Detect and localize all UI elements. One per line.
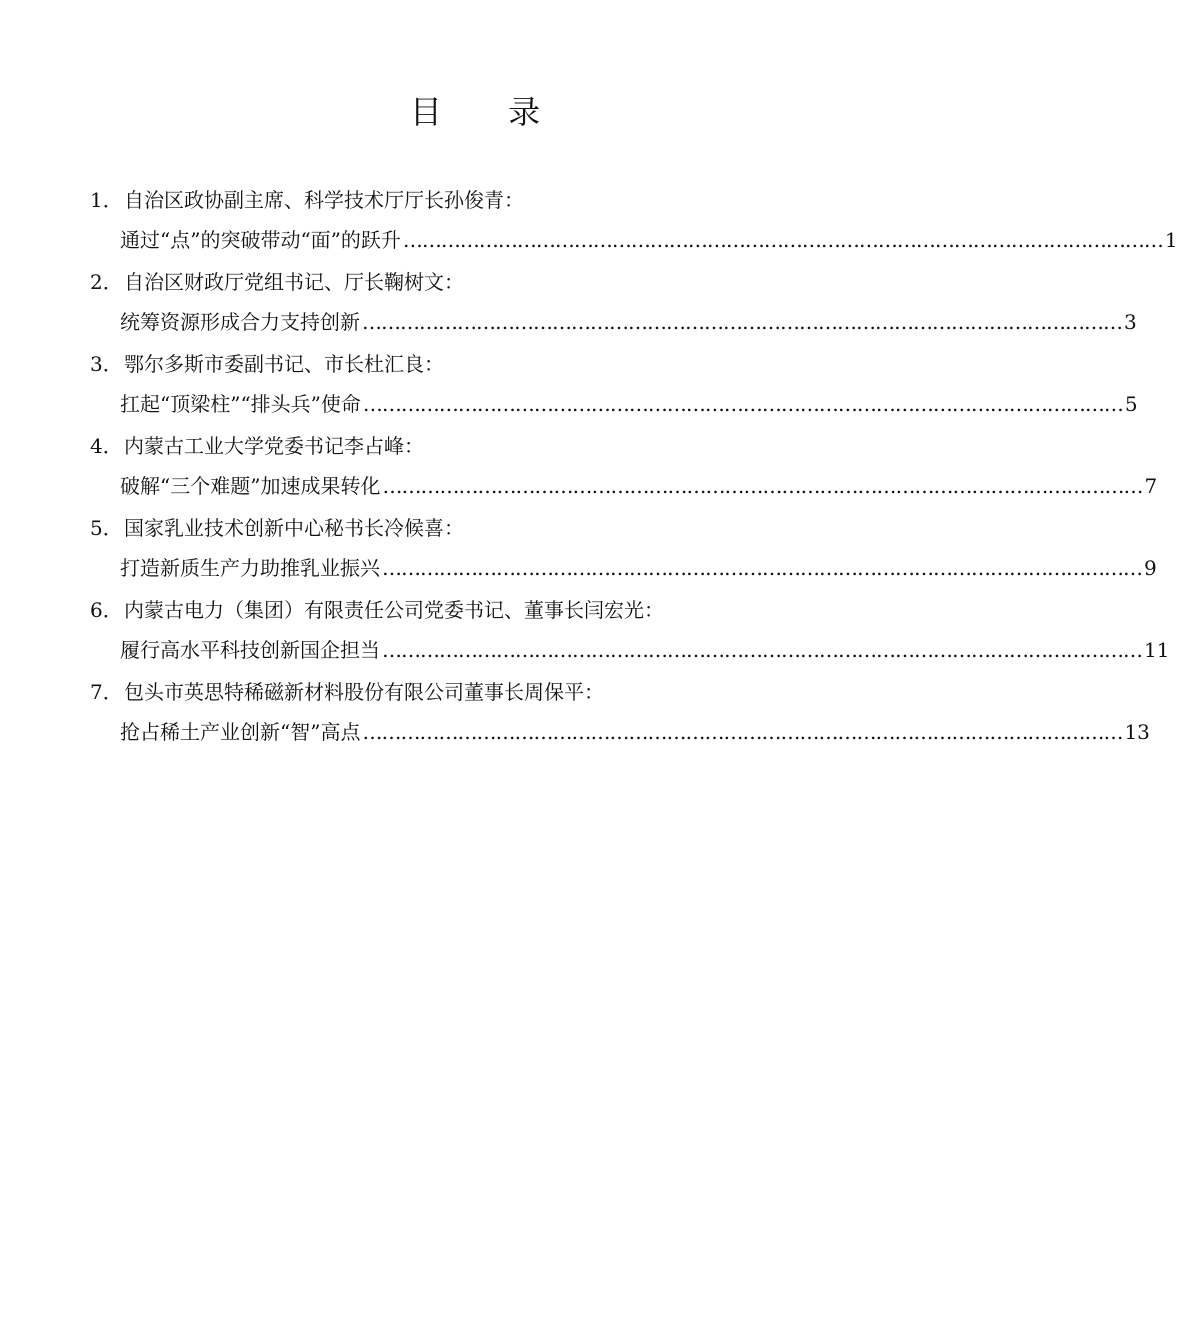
- toc-headline: 抢占稀土产业创新“智”高点: [120, 720, 361, 744]
- toc-page-number: 3: [1124, 310, 1137, 334]
- toc-entry-number: 3．: [90, 352, 123, 376]
- toc-speaker-line: [90, 590, 664, 630]
- toc-entry-number: 1．: [90, 188, 123, 212]
- toc-speaker: 内蒙古工业大学党委书记李占峰：: [124, 434, 424, 458]
- toc-dot-leader: …………………………………………………………………………………………………………: [382, 638, 1142, 662]
- toc-speaker-line: [90, 262, 464, 302]
- toc-speaker-line: [90, 344, 444, 384]
- toc-speaker: 国家乳业技术创新中心秘书长冷候喜：: [124, 516, 464, 540]
- toc-headline: 履行高水平科技创新国企担当: [120, 638, 380, 662]
- toc-headline: 打造新质生产力助推乳业振兴: [120, 556, 380, 580]
- toc-entry: [90, 672, 1150, 754]
- toc-speaker-line: [90, 180, 524, 220]
- page-title: 目 录: [409, 93, 569, 131]
- toc-page-number: 9: [1144, 556, 1157, 580]
- toc-page-number: 13: [1124, 720, 1150, 744]
- toc-headline-line[interactable]: [120, 630, 1170, 670]
- toc-speaker-line: [90, 672, 604, 712]
- toc-dot-leader: …………………………………………………………………………………………………………: [362, 310, 1122, 334]
- toc-dot-leader: …………………………………………………………………………………………………………: [382, 474, 1143, 498]
- toc-page-number: 7: [1144, 474, 1158, 498]
- toc-page-number: 1: [1164, 228, 1178, 252]
- toc-entry-number: 7．: [90, 680, 123, 704]
- toc-entry-number: 6．: [90, 598, 123, 622]
- toc-headline: 破解“三个难题”加速成果转化: [120, 474, 381, 498]
- toc-speaker-line: [90, 426, 424, 466]
- toc-speaker: 自治区政协副主席、科学技术厅厅长孙俊青：: [124, 188, 524, 212]
- toc-speaker: 自治区财政厅党组书记、厅长鞠树文：: [124, 270, 464, 294]
- toc-entry: [90, 590, 1170, 672]
- toc-dot-leader: …………………………………………………………………………………………………………: [362, 720, 1123, 744]
- toc-entry-number: 2．: [90, 270, 123, 294]
- toc-speaker: 包头市英思特稀磁新材料股份有限公司董事长周保平：: [124, 680, 604, 704]
- toc-headline: 扛起“顶梁柱”“排头兵”使命: [120, 392, 361, 416]
- toc-dot-leader: …………………………………………………………………………………………………………: [402, 228, 1163, 252]
- toc-headline-line[interactable]: [120, 302, 1137, 342]
- toc-speaker-line: [90, 508, 464, 548]
- toc-headline-line[interactable]: [120, 384, 1138, 424]
- toc-entry: [90, 180, 1178, 262]
- toc-headline: 通过“点”的突破带动“面”的跃升: [120, 228, 401, 252]
- toc-speaker: 鄂尔多斯市委副书记、市长杜汇良：: [124, 352, 444, 376]
- toc-headline-line[interactable]: [120, 220, 1178, 260]
- toc-speaker: 内蒙古电力（集团）有限责任公司党委书记、董事长闫宏光：: [124, 598, 664, 622]
- toc-list: [90, 180, 1178, 754]
- toc-headline-line[interactable]: [120, 466, 1158, 506]
- toc-entry-number: 4．: [90, 434, 123, 458]
- toc-entry: [90, 344, 1138, 426]
- toc-headline-line[interactable]: [120, 548, 1157, 588]
- toc-entry: [90, 508, 1157, 590]
- toc-entry-number: 5．: [90, 516, 123, 540]
- toc-page-number: 5: [1124, 392, 1138, 416]
- toc-headline: 统筹资源形成合力支持创新: [120, 310, 360, 334]
- toc-entry: [90, 262, 1137, 344]
- toc-page-number: 11: [1144, 638, 1170, 662]
- toc-entry: [90, 426, 1158, 508]
- toc-headline-line[interactable]: [120, 712, 1150, 752]
- toc-dot-leader: …………………………………………………………………………………………………………: [362, 392, 1123, 416]
- toc-dot-leader: …………………………………………………………………………………………………………: [382, 556, 1142, 580]
